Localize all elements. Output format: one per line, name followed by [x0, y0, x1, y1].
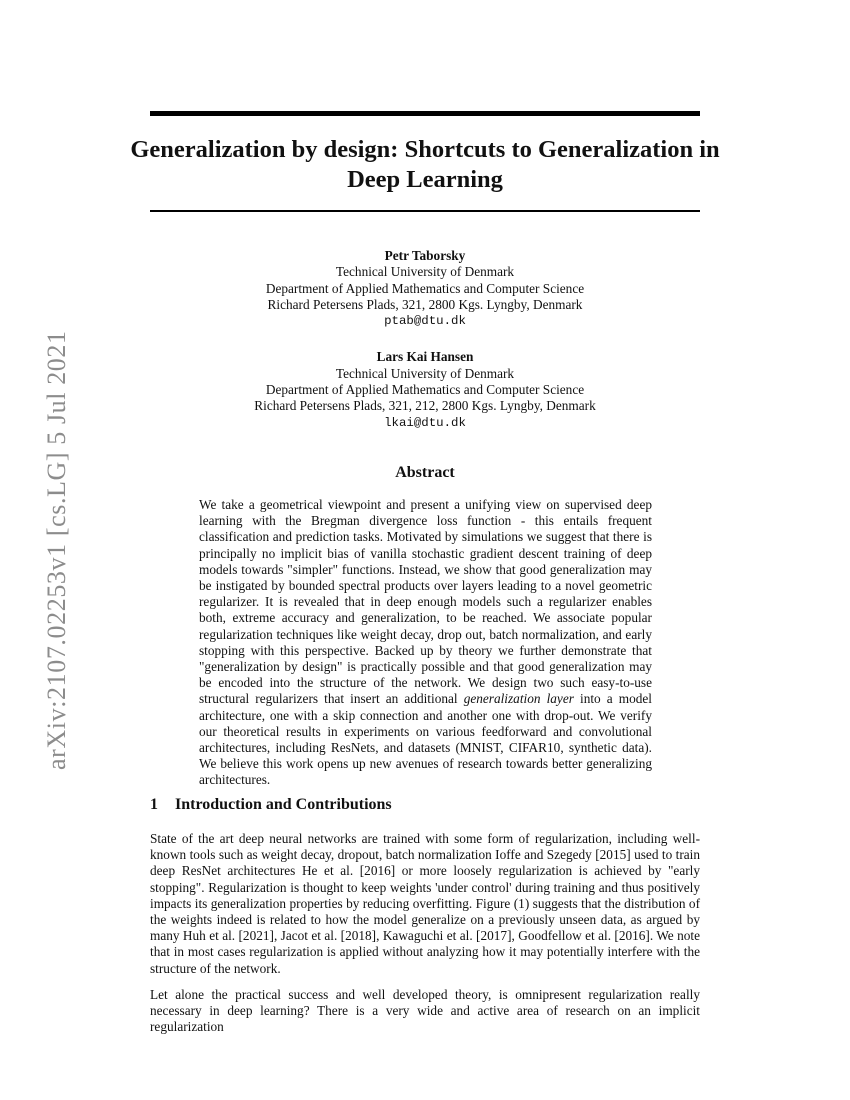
- section-heading: [150, 796, 700, 814]
- author-email: ptab@dtu.dk: [384, 314, 466, 329]
- author-department: Department of Applied Mathematics and Computer Science: [265, 280, 585, 296]
- abstract-text: [199, 497, 652, 789]
- author-address: Richard Petersens Plads, 321, 2800 Kgs. Lyngby, Denmark: [267, 296, 583, 312]
- section-title: Introduction and Contributions: [175, 796, 392, 813]
- author-block: [150, 248, 700, 329]
- body-paragraph: Let alone the practical success and well developed theory, is omnipresent regularization really necessary in deep learning? There is a very wide and active area of research on an implicit regularization: [150, 986, 700, 1035]
- author-block: [150, 349, 700, 430]
- abstract-text-part: into a model architecture, one with a skip connection and another one with drop-out. We verify our theoretical results in experiments on various feedforward and convolutional architectures, including ResNets, and datasets (MNIST, CIFAR10, synthetic data). We believe this work opens up new avenues of research towards better generalizing architectures.: [199, 691, 653, 788]
- author-affiliation: Technical University of Denmark: [335, 365, 515, 381]
- abstract-emphasis: generalization layer: [463, 691, 574, 707]
- author-affiliation: Technical University of Denmark: [335, 264, 515, 280]
- section-number: 1: [150, 796, 158, 813]
- body-paragraph: State of the art deep neural networks are trained with some form of regularization, including well-known tools such as weight decay, dropout, batch normalization Ioffe and Szegedy [2015] used to train deep ResNet architectures He et al. [2016] or more loosely regularization is achieved by "early stopping". Regularization is thought to keep weights 'under control' during training and thus positively impacts its generalization properties by reducing overfitting. Figure (1) suggests that the distribution of the weights indeed is related to how the model generalize on a previously unseen data, as argued by many Huh et al. [2021], Jacot et al. [2018], Kawaguchi et al. [2017], Goodfellow et al. [2016]. We note that in most cases regularization is applied without analyzing how it may potentially interfere with the structure of the network.: [150, 831, 700, 976]
- section-body: [150, 831, 700, 1045]
- title-top-rule: [150, 111, 700, 116]
- author-email: lkai@dtu.dk: [384, 415, 466, 430]
- author-address: Richard Petersens Plads, 321, 212, 2800 Kgs. Lyngby, Denmark: [254, 398, 596, 414]
- abstract-heading: Abstract: [395, 464, 455, 481]
- author-name: Lars Kai Hansen: [376, 349, 474, 365]
- author-name: Petr Taborsky: [384, 248, 466, 263]
- abstract-text-part: We take a geometrical viewpoint and present a unifying view on supervised deep learning with the Bregman divergence loss function - this entails frequent classification and prediction tasks. Motivated by simulations we suggest that there is principally no implicit bias of vanilla stochastic gradient descent training of deep models towards "simpler" functions. Instead, we show that good generalization may be instigated by bounded spectral products over layers leading to a novel geometric regularizer. It is revealed that in deep enough models such a regularizer enables both, extreme accuracy and generalization, to be reached. We associate popular regularization techniques like weight decay, drop out, batch normalization, and early stopping with this perspective. Backed up by theory we further demonstrate that "generalization by design" is practically possible and that good generalization may be encoded into the structure of the network. We design two such easy-to-use structural regularizers that insert an additional: [199, 497, 652, 707]
- author-department: Department of Applied Mathematics and Computer Science: [265, 382, 585, 398]
- author-list: [150, 248, 700, 431]
- paper-title: Generalization by design: Shortcuts to Generalization in Deep Learning: [130, 136, 720, 193]
- arxiv-identifier-stamp: arXiv:2107.02253v1 [cs.LG] 5 Jul 2021: [42, 330, 71, 770]
- title-bottom-rule: [150, 210, 700, 212]
